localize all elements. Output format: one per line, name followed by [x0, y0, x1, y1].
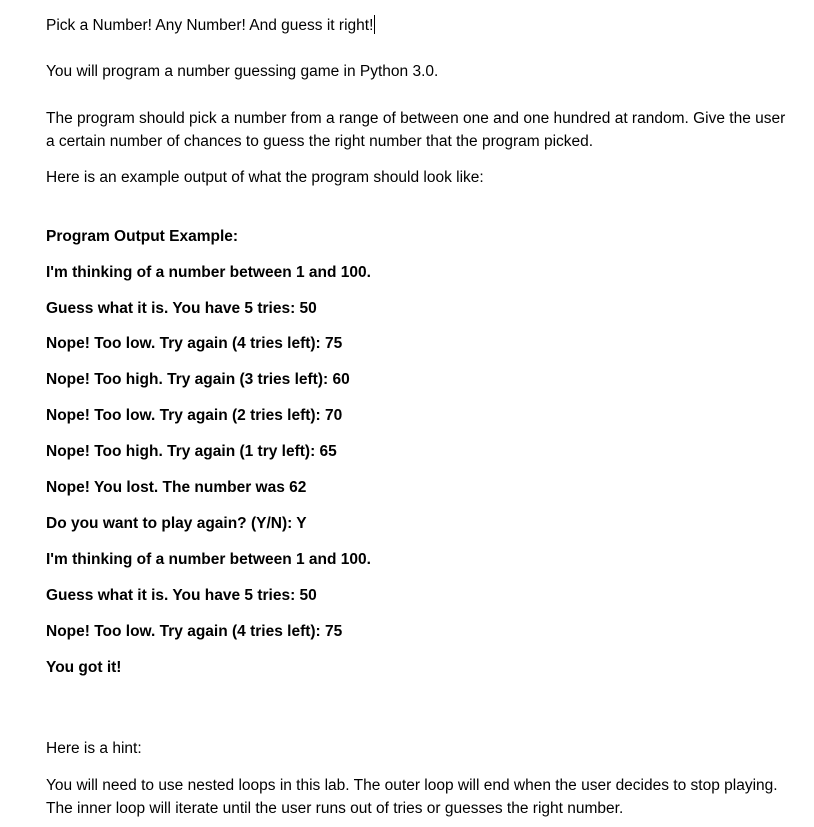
hint-paragraph: You will need to use nested loops in this lab. The outer loop will end when the user decides to stop playing. The inner loop will iterate until the user runs out of tries or guesses the right number.	[46, 777, 778, 817]
output-line: Nope! Too high. Try again (3 tries left): 60	[46, 371, 350, 388]
output-heading: Program Output Example:	[46, 228, 239, 245]
output-line: You got it!	[46, 659, 122, 676]
output-line: Guess what it is. You have 5 tries: 50	[46, 587, 317, 604]
output-line: I'm thinking of a number between 1 and 100.	[46, 264, 371, 281]
output-line: I'm thinking of a number between 1 and 100.	[46, 551, 371, 568]
output-line: Nope! You lost. The number was 62	[46, 479, 307, 496]
hint-heading: Here is a hint:	[46, 740, 142, 757]
document-title[interactable]	[46, 15, 375, 36]
text-cursor	[374, 15, 375, 34]
output-line: Guess what it is. You have 5 tries: 50	[46, 300, 317, 317]
intro-paragraph: You will program a number guessing game in Python 3.0.	[46, 63, 439, 80]
output-line: Do you want to play again? (Y/N): Y	[46, 515, 307, 532]
output-line: Nope! Too high. Try again (1 try left): 65	[46, 443, 337, 460]
output-line: Nope! Too low. Try again (2 tries left): 70	[46, 407, 343, 424]
output-line: Nope! Too low. Try again (4 tries left): 75	[46, 623, 343, 640]
description-paragraph: The program should pick a number from a range of between one and one hundred at random. Give the user a certain number of chances to guess the right number that the program picked.	[46, 110, 786, 150]
document-title-text: Pick a Number! Any Number! And guess it right!	[46, 17, 374, 34]
example-intro-paragraph: Here is an example output of what the program should look like:	[46, 169, 484, 186]
output-line: Nope! Too low. Try again (4 tries left): 75	[46, 335, 343, 352]
